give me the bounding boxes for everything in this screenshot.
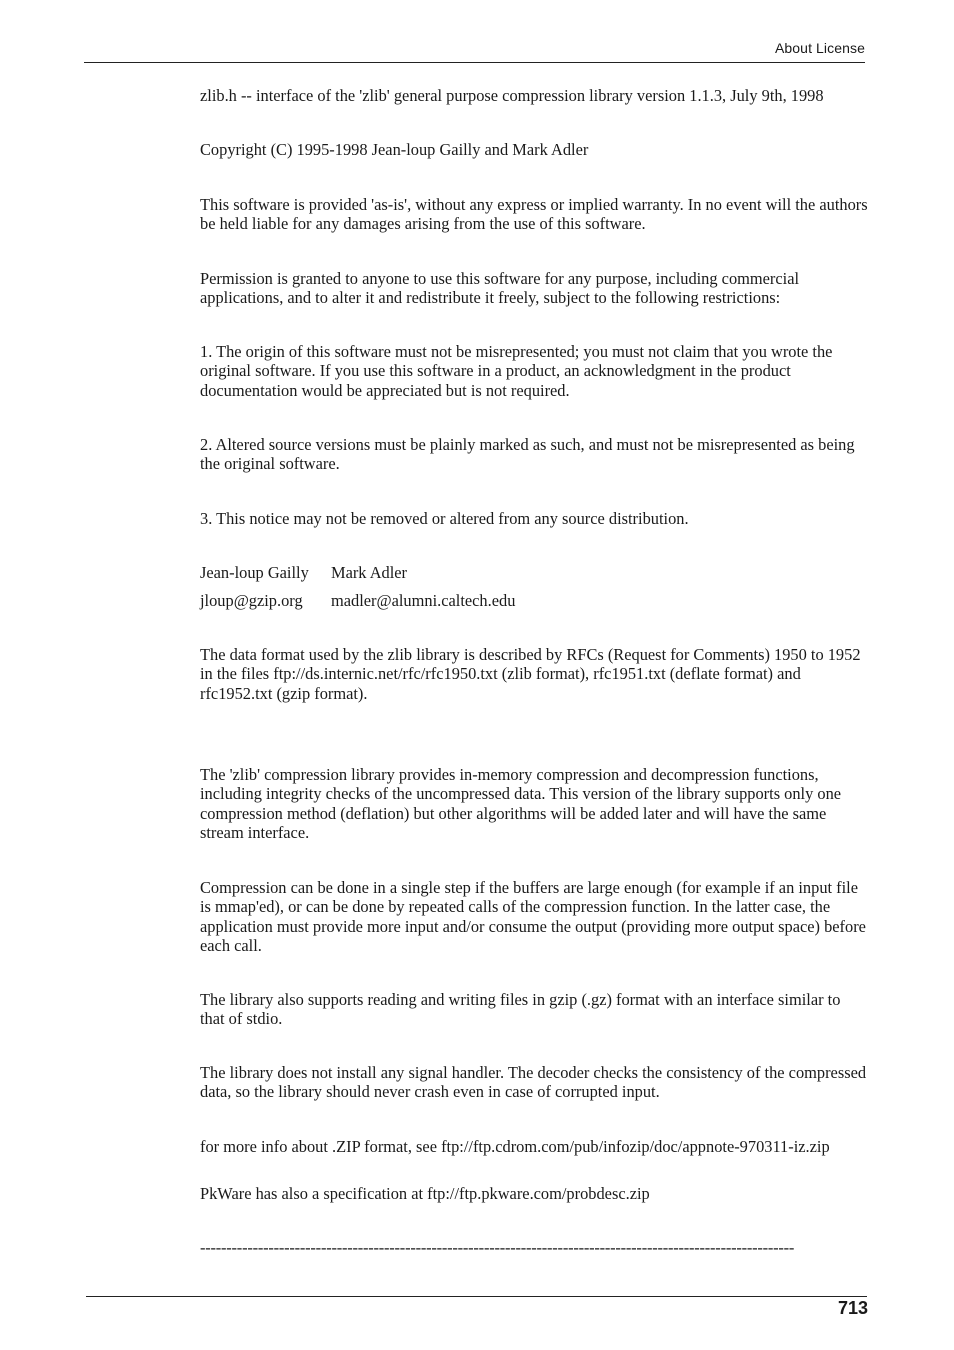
author-name-1: Jean-loup Gailly [200, 563, 309, 582]
restriction-2-paragraph: 2. Altered source versions must be plainly marked as such, and must not be misrepresented as being the original software. [200, 435, 855, 474]
signal-handler-paragraph: The library does not install any signal handler. The decoder checks the consistency of the compressed data, so the library should never crash even in case of corrupted input. [200, 1063, 867, 1102]
copyright-paragraph: Copyright (C) 1995-1998 Jean-loup Gailly and Mark Adler [200, 140, 589, 159]
pkware-paragraph: PkWare has also a specification at ftp://ftp.pkware.com/probdesc.zip [200, 1184, 650, 1203]
author-name-2: Mark Adler [331, 563, 408, 582]
compression-paragraph: Compression can be done in a single step if the buffers are large enough (for example if an input file is mmap'ed), or can be done by repeated calls of the compression function. In the latter case, the application must provide more input and/or consume the output (providing more output space) before each call. [200, 878, 866, 956]
zip-format-paragraph: for more info about .ZIP format, see ftp://ftp.cdrom.com/pub/infozip/doc/appnote-970311-iz.zip [200, 1137, 830, 1156]
author-emails-row [200, 591, 868, 610]
footer-rule [86, 1296, 867, 1297]
running-header: About License [774, 40, 865, 56]
author-names-row [200, 563, 868, 582]
author-email-2: madler@alumni.caltech.edu [331, 591, 516, 610]
restriction-3-paragraph: 3. This notice may not be removed or altered from any source distribution. [200, 509, 689, 528]
gzip-support-paragraph: The library also supports reading and writing files in gzip (.gz) format with an interface similar to that of stdio. [200, 990, 841, 1029]
author-email-1: jloup@gzip.org [200, 591, 303, 610]
warranty-paragraph: This software is provided 'as-is', without any express or implied warranty. In no event will the authors be held liable for any damages arising from the use of this software. [200, 195, 868, 234]
data-format-paragraph: The data format used by the zlib library is described by RFCs (Request for Comments) 1950 to 1952 in the files ftp://ds.internic.net/rfc/rfc1950.txt (zlib format), rfc1951.txt (deflate format) and rfc1952.txt (gzip format). [200, 645, 861, 703]
library-description-paragraph: The 'zlib' compression library provides in-memory compression and decompression functions, including integrity checks of the uncompressed data. This version of the library supports only one compression method (deflation) but other algorithms will be added later and will have the same stream interface. [200, 765, 842, 843]
header-rule [84, 62, 865, 63]
permission-paragraph: Permission is granted to anyone to use this software for any purpose, including commercial applications, and to alter it and redistribute it freely, subject to the following restrictions: [200, 269, 800, 308]
page-number: 713 [837, 1298, 868, 1318]
zlib-title-paragraph: zlib.h -- interface of the 'zlib' general purpose compression library version 1.1.3, July 9th, 1998 [200, 86, 824, 105]
restriction-1-paragraph: 1. The origin of this software must not be misrepresented; you must not claim that you wrote the original software. If you use this software in a product, an acknowledgment in the product documentation would be appreciated but is not required. [200, 342, 833, 400]
dashed-separator: ----------------------------------------------------------------------------------------------------------------- [200, 1238, 795, 1257]
